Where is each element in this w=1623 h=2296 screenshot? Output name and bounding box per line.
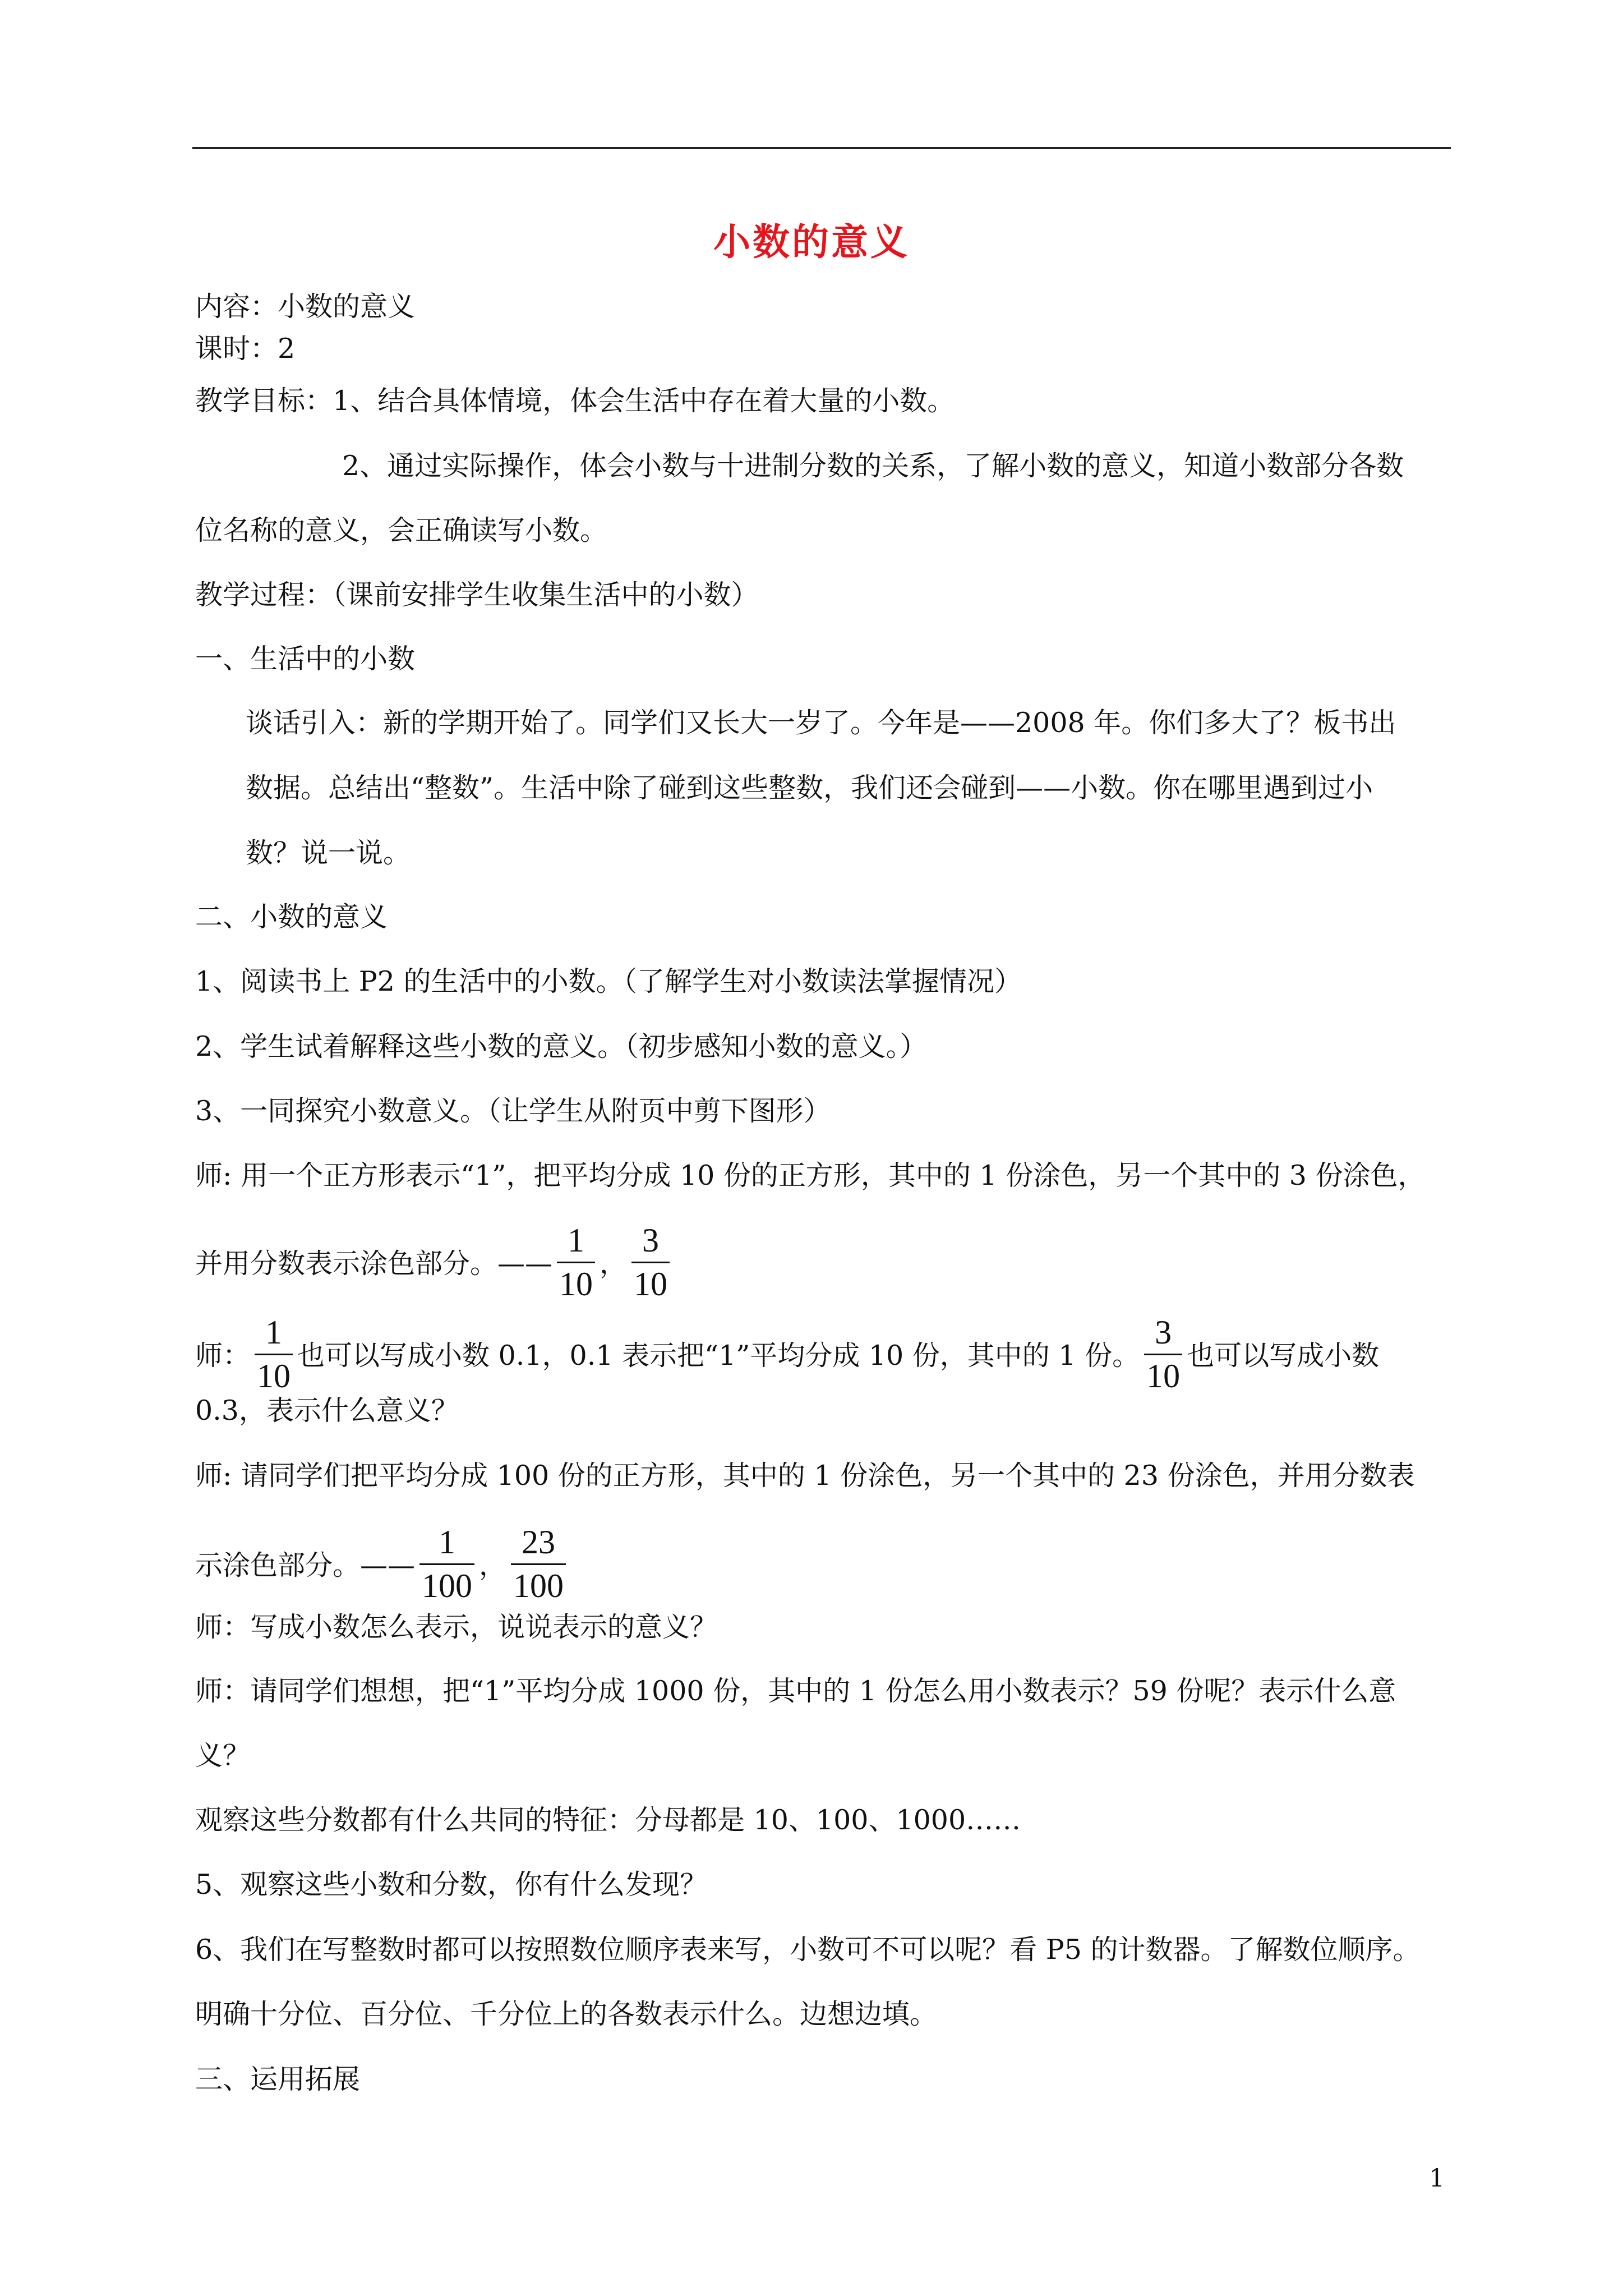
fraction-1-10	[557, 1223, 595, 1302]
s1-para-a: 谈话引入：新的学期开始了。同学们又长大一岁了。今年是——2008 年。你们多大了？板书出	[246, 707, 1396, 739]
fraction-numerator: 3	[1155, 1314, 1172, 1351]
s2-teacher-4: 师：写成小数怎么表示，说说表示的意义？	[195, 1611, 718, 1643]
fraction-denominator: 100	[422, 1567, 473, 1604]
fraction-numerator: 1	[265, 1314, 283, 1351]
s2-teacher-2-post: 也可以写成小数	[1187, 1340, 1380, 1372]
s2-teacher-2b: 0.3，表示什么意义？	[195, 1395, 459, 1427]
fraction-numerator: 1	[439, 1524, 456, 1561]
s2-teacher-1a: 师: 用一个正方形表示“1”，把平均分成 10 份的正方形，其中的 1 份涂色，另一个其中的 3 份涂色，	[195, 1159, 1426, 1191]
goal-1: 1、结合具体情境，体会生活中存在着大量的小数。	[333, 385, 955, 417]
period-label: 课时：	[195, 333, 278, 365]
section-2-heading: 二、小数的意义	[195, 901, 388, 933]
fraction-3-10	[1144, 1315, 1182, 1394]
content-value: 小数的意义	[278, 291, 416, 323]
s2-teacher-5b: 义？	[195, 1740, 251, 1772]
fraction-denominator: 10	[1146, 1358, 1181, 1395]
goal-line-1	[195, 387, 955, 415]
s2-item-6a: 6、我们在写整数时都可以按照数位顺序表来写，小数可不可以呢？看 P5 的计数器。了解数位顺序。	[195, 1934, 1421, 1966]
s2-teacher-2-pre: 师：	[195, 1340, 251, 1372]
s2-observe: 观察这些分数都有什么共同的特征：分母都是 10、100、1000……	[195, 1804, 1021, 1836]
header-rule	[192, 147, 1451, 149]
s1-para-c: 数？说一说。	[246, 837, 411, 869]
s2-item-2: 2、学生试着解释这些小数的意义。（初步感知小数的意义。）	[195, 1030, 928, 1062]
s2-teacher-5a: 师：请同学们想想，把“1”平均分成 1000 份，其中的 1 份怎么用小数表示？59 份呢？表示什么意	[195, 1675, 1396, 1707]
fraction-denominator: 10	[559, 1266, 593, 1303]
fraction-1-10	[255, 1315, 293, 1394]
s2-teacher-2-mid: 也可以写成小数 0.1，0.1 表示把“1”平均分成 10 份，其中的 1 份。	[297, 1340, 1140, 1372]
goals-label: 教学目标：	[195, 385, 333, 417]
fraction-denominator: 10	[634, 1266, 668, 1303]
s2-teacher-2-line	[195, 1314, 1380, 1397]
s2-item-3: 3、一同探究小数意义。（让学生从附页中剪下图形）	[195, 1095, 831, 1127]
period-value: 2	[278, 333, 296, 365]
section-1-heading: 一、生活中的小数	[195, 643, 416, 675]
s2-teacher-1b-line	[195, 1222, 674, 1305]
content-line	[195, 291, 416, 323]
fraction-denominator: 100	[513, 1567, 564, 1604]
s2-item-1: 1、阅读书上 P2 的生活中的小数。（了解学生对小数读法掌握情况）	[195, 965, 1022, 997]
goal-2a: 2、通过实际操作，体会小数与十进制分数的关系，了解小数的意义，知道小数部分各数	[342, 450, 1404, 482]
s2-teacher-3a: 师: 请同学们把平均分成 100 份的正方形，其中的 1 份涂色，另一个其中的 23 份涂色，并用分数表	[195, 1460, 1415, 1492]
goal-2b: 位名称的意义，会正确读写小数。	[195, 514, 608, 546]
section-3-heading: 三、运用拓展	[195, 2063, 361, 2095]
document-title: 小数的意义	[713, 220, 910, 264]
s2-item-5: 5、观察这些小数和分数，你有什么发现？	[195, 1869, 708, 1901]
fraction-1-100	[419, 1525, 474, 1604]
fraction-numerator: 23	[522, 1524, 556, 1561]
s1-para-b: 数据。总结出“整数”。生活中除了碰到这些整数，我们还会碰到——小数。你在哪里遇到过小	[246, 772, 1373, 804]
s2-teacher-3b: 示涂色部分。——	[195, 1549, 416, 1581]
fraction-numerator: 1	[568, 1222, 585, 1259]
s2-teacher-3b-line	[195, 1524, 570, 1607]
s2-teacher-1b: 并用分数表示涂色部分。——	[195, 1248, 553, 1280]
comma: ，	[600, 1248, 628, 1280]
period-line	[195, 333, 296, 365]
fraction-denominator: 10	[257, 1358, 291, 1395]
fraction-numerator: 3	[642, 1222, 660, 1259]
process-line: 教学过程：（课前安排学生收集生活中的小数）	[195, 579, 759, 611]
content-label: 内容：	[195, 291, 278, 323]
fraction-23-100	[511, 1525, 566, 1604]
fraction-3-10	[631, 1223, 670, 1302]
page-number: 1	[1429, 2164, 1445, 2193]
s2-item-6b: 明确十分位、百分位、千分位上的各数表示什么。边想边填。	[195, 1998, 938, 2030]
comma: ，	[479, 1549, 507, 1581]
